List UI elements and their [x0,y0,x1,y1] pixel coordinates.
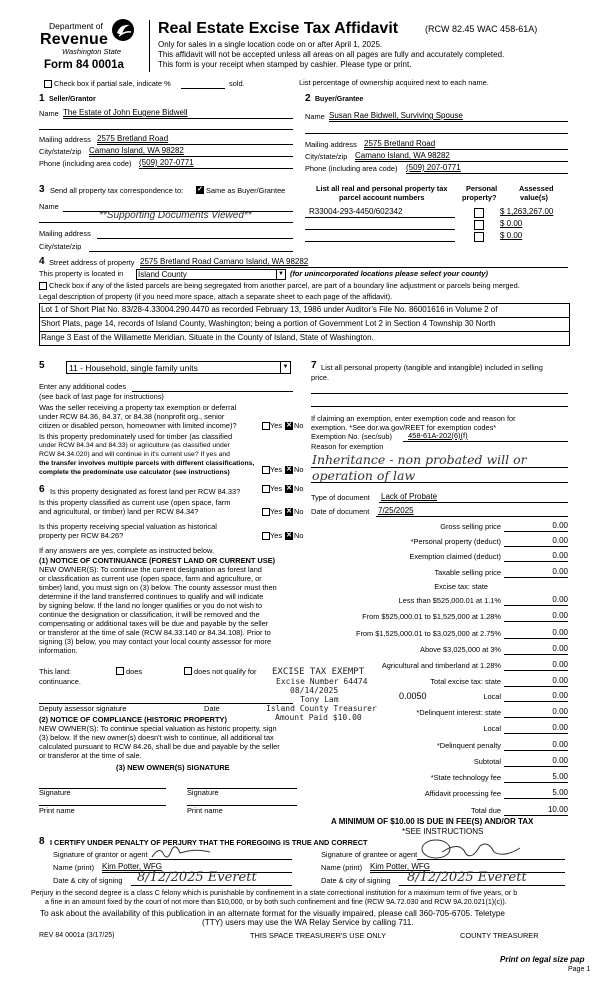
seller-mail-value[interactable]: 2575 Bretland Road [97,134,169,143]
tax-row-label: Exemption claimed (deduct) [409,552,501,561]
notice1-line: compensating or additional taxes will be due and payable by the seller [39,619,269,628]
tax-row-line [504,798,568,799]
tax-row-value[interactable]: 0.00 [552,756,568,765]
seller-city-value[interactable]: Camano Island, WA 98282 [89,146,184,155]
land-does-not-checkbox[interactable] [184,667,192,675]
tax-row-line [504,717,568,718]
same-as-buyer-label: Same as Buyer/Grantee [206,186,286,195]
notice3-heading: (3) NEW OWNER(S) SIGNATURE [116,763,230,772]
notice1-line: timber) land, you must sign on (3) below. The county assessor must then [39,583,277,592]
exemption-no-checkbox[interactable]: ✕ [286,422,292,429]
timber-q-line1: Is this property predominately used for timber (as classified [39,432,233,441]
legal-label: Legal description of property (if you need more space, attach a separate sheet to each page of the affidavit). [39,292,393,301]
accessibility-line2: (TTY) users may use the WA Relay Service by calling 711. [202,918,414,927]
land-use-value: 11 - Household, single family units [69,363,198,373]
tax-row-value[interactable]: 0.00 [552,723,568,732]
claim-text1: If claiming an exemption, enter exemption code and reason for [311,414,516,423]
buyer-phone-label: Phone (including area code) [305,164,398,173]
current-use-no-checkbox[interactable]: ✕ [286,508,292,515]
personal-property-line2[interactable] [311,406,568,407]
chevron-down-icon: ▼ [276,270,285,279]
grantor-signature-label: Signature of grantor or agent [53,850,148,859]
owner-print-label2: Print name [187,806,223,815]
street-line [140,267,568,268]
grantee-date-value[interactable]: 8/12/2025 Everett [407,870,527,885]
grantor-date-value[interactable]: 8/12/2025 Everett [137,870,257,885]
reason-line2 [311,482,568,483]
tax-row-label: *Delinquent penalty [436,741,501,750]
notice2-heading: (2) NOTICE OF COMPLIANCE (HISTORIC PROPERTY) [39,715,227,724]
notice2-line: NEW OWNER(S): To continue special valuation as historic property, sign [39,724,277,733]
seller-name-line2 [39,129,293,130]
exemption-no-label: No [294,421,304,430]
parcel-line [305,229,455,230]
buyer-city-line [355,161,568,162]
historic-yes-label: Yes [270,531,283,540]
exemption-yes-checkbox[interactable] [262,422,270,430]
buyer-name-label: Name [305,112,325,121]
tax-row-value[interactable]: 0.00 [552,676,568,685]
tax-row-label: Gross selling price [440,522,501,531]
county-note: (for unincorporated locations please select your county) [290,269,488,278]
tax-row-line [504,670,568,671]
partial-sold-label: sold. [229,79,245,88]
grantor-name-value[interactable]: Kim Potter, WFG [102,862,163,871]
timber-no-label: No [294,465,304,474]
exemption-q-line1: Was the seller receiving a property tax exemption or deferral [39,403,237,412]
tax-row-label: Affidavit processing fee [424,789,501,798]
notice1-line: continue the designation or classification, it will be removed and the [39,610,260,619]
seller-city-line [89,156,293,157]
notice1-line: by signing below. If the land no longer qualifies or you do not wish to [39,601,263,610]
tax-row-value[interactable]: 0.00 [552,740,568,749]
header-note2: This affidavit will not be accepted unless all areas on all pages are fully and accurately completed. [158,50,505,59]
located-label: This property is located in [39,269,124,278]
rev-number: REV 84 0001a (3/17/25) [39,932,115,939]
buyer-mail-line [364,149,568,150]
land-use-select[interactable] [66,361,291,374]
dept-line1: Department of [49,21,103,31]
tax-row-line [504,733,568,734]
owner-signature-label1: Signature [39,788,71,797]
tax-row-line [504,782,568,783]
seller-phone-line [139,168,293,169]
parcel-line [305,241,455,242]
seller-name-line [63,118,293,119]
doc-type-line [379,502,568,503]
tax-row-line [504,701,568,702]
notice1-line: determine if the land transferred continues to qualify and will indicate [39,592,264,601]
header-divider [149,20,150,72]
grantee-date-line [399,885,565,886]
buyer-mail-value[interactable]: 2575 Bretland Road [364,139,436,148]
section3-city-line [89,251,293,252]
tax-row-value[interactable]: 0.00 [552,707,568,716]
legal-line2: Short Plats, page 14, records of Island County, Washington; being a portion of Government Lot 2 in Section 4 Township 30 North [41,319,496,328]
buyer-name-value[interactable]: Susan Rae Bidwell, Surviving Spouse [329,111,463,120]
owner-print-label1: Print name [39,806,75,815]
tax-row-label: Local [483,692,501,701]
seller-name-value[interactable]: The Estate of John Eugene Bidwell [63,108,188,117]
tax-row-line [504,815,568,816]
tax-row-label: Above $3,025,000 at 3% [420,645,501,654]
exemption-no-label: Exemption No. (sec/sub) [311,432,392,441]
header-note3: This form is your receipt when stamped by cashier. Please type or print. [158,60,412,69]
section3-text: Send all property tax correspondence to: [50,186,184,195]
grantee-signature-label: Signature of grantee or agent [321,850,418,859]
perjury-line1: Perjury in the second degree is a class C felony which is punishable by confinement in a state correctional institution for a maximum term of five years, or b [31,889,518,897]
tax-row-line [504,621,568,622]
tax-row-value[interactable]: 0.00 [552,628,568,637]
tax-row-label: *State technology fee [430,773,501,782]
buyer-mail-label: Mailing address [305,140,357,149]
exemption-no-value[interactable]: 458-61A-202(6)(f) [408,431,468,440]
tax-row-value[interactable]: 0.00 [552,567,568,576]
tax-row-label: Total excise tax: state [430,677,501,686]
form-title: Real Estate Excise Tax Affidavit [158,20,399,37]
tax-row-line [504,577,568,578]
personal-header2: property? [462,193,497,202]
owner-signature-label2: Signature [187,788,219,797]
timber-q-line4: the transfer involves multiple parcels with different classifications, [39,460,255,467]
tax-row-label: Local [483,724,501,733]
buyer-city-label: City/state/zip [305,152,348,161]
accessibility-line1: To ask about the availability of this publication in an alternate format for the visually impaired, please call 360-705-6705. Teletype [40,909,505,918]
this-land-label: This land: [39,667,72,676]
grantor-date-line [131,885,292,886]
section4-number: 4 [39,256,45,267]
see-instructions-note: *SEE INSTRUCTIONS [402,827,484,836]
notice1-line: signing (3) below, you may contact your local county assessor for more [39,637,272,646]
notice2-line: or transferor at the time of sale. [39,751,142,760]
notice2-line: calculated pursuant to RCW 84.26, shall be due and payable by the seller [39,742,280,751]
tax-row-value[interactable]: 0.00 [552,611,568,620]
historic-q2: property per RCW 84.26? [39,531,124,540]
seller-name-label: Name [39,109,59,118]
exemption-q-line3: citizen or disabled person, homeowner with limited income)? [39,421,237,430]
tax-row-line [504,638,568,639]
street-label: Street address of property [49,258,135,267]
deputy-label: Deputy assessor signature [39,704,127,713]
continuance-label: continuance. [39,677,81,686]
partial-pct-line[interactable] [181,88,225,89]
same-as-buyer-checkbox[interactable]: ✓ [197,186,203,193]
timber-q-line2: under RCW 84.34 and 84.33) or agriculture (as classified under [39,442,230,449]
stamp-line: Tony Lam [300,695,339,704]
parcel-header1: List all real and personal property tax [316,184,448,193]
assessed-value[interactable]: $ 0.00 [500,231,523,240]
minimum-due-note: A MINIMUM OF $10.00 IS DUE IN FEE(S) AND/OR TAX [331,817,534,826]
section3-number: 3 [39,184,45,195]
assessed-header2: value(s) [520,193,548,202]
additional-codes-label: Enter any additional codes [39,382,127,391]
legal-rule1 [40,317,569,318]
doc-date-label: Date of document [311,507,370,516]
personal-property-line1[interactable] [311,393,568,394]
buyer-city-value[interactable]: Camano Island, WA 98282 [355,151,450,160]
certify-heading: I CERTIFY UNDER PENALTY OF PERJURY THAT THE FOREGOING IS TRUE AND CORRECT [50,838,368,847]
buyer-phone-line [406,173,568,174]
timber-q-line5: complete the predominate use calculator (see instructions) [39,469,230,476]
current-use-no-label: No [294,507,304,516]
notice2-line: (3) below. If the new owner(s) doesn't wish to continue, all additional tax [39,733,274,742]
tax-row-value[interactable]: 0.00 [552,644,568,653]
header-note1: Only for sales in a single location code on or after April 1, 2025. [158,40,383,49]
buyer-heading: Buyer/Grantee [315,96,364,103]
tax-row-label: Agricultural and timberland at 1.28% [381,661,501,670]
tax-row-line [504,686,568,687]
tax-row-line [504,531,568,532]
buyer-name-line2 [305,133,568,134]
seller-phone-label: Phone (including area code) [39,159,132,168]
reason-label: Reason for exemption [311,442,384,451]
stamp-line: Excise Number 64474 [276,677,368,686]
notice1-line: NEW OWNER(S): To continue the current designation as forest land [39,565,262,574]
grantor-name-label: Name (print) [53,863,95,872]
legal-rule2 [40,331,569,332]
historic-no-checkbox[interactable]: ✕ [286,532,292,539]
notice1-line: information. [39,646,78,655]
tax-row-value[interactable]: 5.00 [552,788,568,797]
section1-number: 1 [39,93,45,104]
parcel-line [305,217,455,218]
forest-no-label: No [294,484,304,493]
reason-handwriting2[interactable]: operation of law [312,468,416,483]
claim-text2: exemption. *See dor.wa.gov/REET for exemption codes* [311,423,497,432]
reason-handwriting1[interactable]: Inheritance - non probated will or [312,452,527,467]
tax-row-value[interactable]: 0.00 [552,551,568,560]
form-number: Form 84 0001a [44,59,124,71]
section7-text1: List all personal property (tangible and intangible) included in selling [321,363,543,372]
notice1-line: or transferor at the time of sale (RCW 84.33.140 or 84.34.108). Prior to [39,628,271,637]
buyer-name-line [329,121,568,122]
revenue-swirl-icon [111,18,135,42]
historic-no-label: No [294,531,304,540]
section7-number: 7 [311,360,317,371]
stamp-line: Island County Treasurer [266,704,377,713]
historic-q1: Is this property receiving special valuation as historical [39,522,217,531]
chevron-down-icon: ▼ [280,362,290,373]
timber-yes-label: Yes [270,465,283,474]
forest-yes-checkbox[interactable] [262,485,270,493]
tax-row-value[interactable]: 0.00 [552,691,568,700]
county-select[interactable] [136,269,286,280]
tax-row-line [504,654,568,655]
tax-row-value[interactable]: 0.00 [552,521,568,530]
tax-row-label: From $525,000.01 to $1,525,000 at 1.28% [362,612,501,621]
assessed-header1: Assessed [519,184,554,193]
forest-no-checkbox[interactable]: ✕ [286,485,292,492]
partial-sale-label: Check box if partial sale, indicate % [54,79,171,88]
deputy-date-label: Date [204,704,220,713]
grantee-signature-scribble-icon [420,838,530,860]
land-does-checkbox[interactable] [116,667,124,675]
tax-row-line [504,605,568,606]
doc-date-line [376,516,568,517]
tax-row-label: Total due [471,806,501,815]
parcel-number[interactable]: R33004-293-4450/602342 [309,207,403,216]
stamp-line: 08/14/2025 [290,686,339,695]
personal-header1: Personal [466,184,498,193]
current-use-yes-checkbox[interactable] [262,508,270,516]
assessed-value[interactable]: $ 1,263,267.00 [500,207,554,216]
parcel-header2: parcel account numbers [339,193,425,202]
tax-row-label: *Delinquent interest: state [416,708,501,717]
tax-row-value[interactable]: 0.00 [552,660,568,669]
timber-no-checkbox[interactable]: ✕ [286,466,292,473]
section3-name-label: Name [39,202,59,211]
doc-type-value[interactable]: Lack of Probate [381,492,438,501]
exemption-no-line [403,441,568,442]
forest-q: Is this property designated as forest land per RCW 84.33? [50,487,241,496]
dept-line3: Washington State [62,47,122,56]
additional-codes-note: (see back of last page for instructions) [39,392,164,401]
tax-row-value[interactable]: 5.00 [552,772,568,781]
assessed-value[interactable]: $ 0.00 [500,219,523,228]
form-statute: (RCW 82.45 WAC 458-61A) [425,24,538,34]
timber-q-line3: RCW 84.34.020) and will continue in it's current use? If yes and [39,451,230,458]
tax-row-line [504,546,568,547]
doc-type-label: Type of document [311,493,370,502]
seller-mail-line [97,144,293,145]
buyer-phone-value[interactable]: (509) 207-0771 [406,163,461,172]
section8-number: 8 [39,836,45,847]
print-legal-note: Print on legal size pap [500,955,585,964]
grantee-name-label: Name (print) [321,863,363,872]
personal-property-checkbox[interactable] [474,232,484,242]
timber-yes-checkbox[interactable] [262,466,270,474]
section7-text2: price. [311,373,330,382]
legal-line1: Lot 1 of Short Plat No. 83/28-4.33004.290.4470 as recorded February 13, 1986 under Auditor’s File No. 86001616 in Volume 2 of [41,305,498,314]
current-use-yes-label: Yes [270,507,283,516]
county-select-value: Island County [138,270,187,279]
tax-row-label: Taxable selling price [434,568,501,577]
stamp-line: Amount Paid $10.00 [275,713,362,722]
treasurer-only: THIS SPACE TREASURER'S USE ONLY [250,931,387,940]
grantee-date-label: Date & city of signing [321,876,391,885]
section5-number: 5 [39,360,45,371]
perjury-line2: a fine in an amount fixed by the court of not more than $10,000, or by both such confinement and fine (RCW 9A.72.030 and RCW 9A.20.021(1)(c)). [45,898,507,906]
legal-description-box[interactable] [39,303,570,346]
partial-sale-checkbox[interactable] [44,80,52,88]
section3-mail-line [97,238,293,239]
legal-line3: Range 3 East of the Willamette Meridian. Situate in the County of Island, State of Washington. [41,333,374,342]
segregated-label: Check box if any of the listed parcels are being segregated from another parcel, are part of a boundary line adjustment or parcels being merged. [49,281,520,290]
current-use-q1: Is this property classified as current use (open space, farm [39,498,231,507]
seller-city-label: City/state/zip [39,147,82,156]
personal-property-checkbox[interactable] [474,208,484,218]
tax-row-label: From $1,525,000.01 to $3,025,000 at 2.75% [355,629,501,638]
tax-row-line [504,766,568,767]
grantee-name-value[interactable]: Kim Potter, WFG [370,862,431,871]
local-rate[interactable]: 0.0050 [399,691,427,701]
exemption-q-line2: under RCW 84.36, 84.37, or 84.38 (nonprofit org., senior [39,412,225,421]
tax-row-label: Less than $525,000.01 at 1.1% [398,596,501,605]
tax-row-line [504,750,568,751]
personal-property-checkbox[interactable] [474,220,484,230]
street-value[interactable]: 2575 Bretland Road Camano Island, WA 98282 [140,257,309,266]
forest-yes-label: Yes [270,484,283,493]
tax-row-label: *Personal property (deduct) [410,537,501,546]
segregated-checkbox[interactable] [39,282,47,290]
seller-mail-label: Mailing address [39,135,91,144]
notice1-heading: (1) NOTICE OF CONTINUANCE (FOREST LAND OR CURRENT USE) [39,556,276,565]
tax-row-value[interactable]: 0.00 [552,536,568,545]
seller-heading: Seller/Grantor [49,96,96,103]
stamp-line: EXCISE TAX EXEMPT [272,667,365,677]
tax-row-line [504,561,568,562]
land-does-label: does [126,667,143,676]
current-use-q2: and agricultural, or timber) land per RCW 84.34? [39,507,199,516]
dept-line2: Revenue [40,31,109,48]
exemption-yes-label: Yes [270,421,283,430]
notice1-line: or classification as current use (open space, farm and agriculture, or [39,574,262,583]
grantor-signature-scribble-icon [150,843,220,861]
tax-row-label: Subtotal [473,757,501,766]
historic-yes-checkbox[interactable] [262,532,270,540]
section3-city-label: City/state/zip [39,242,82,251]
supporting-docs-stamp: **Supporting Documents Viewed** [99,210,252,221]
section2-number: 2 [305,93,311,104]
if-any-yes: If any answers are yes, complete as instructed below. [39,546,214,555]
doc-date-value[interactable]: 7/25/2025 [378,506,414,515]
tax-row-value[interactable]: 10.00 [547,805,568,814]
section3-name-line2 [39,222,293,223]
land-does-not-label: does not qualify for [194,667,257,676]
seller-phone-value[interactable]: (509) 207-0771 [139,158,194,167]
page-number: Page 1 [568,966,591,973]
tax-row-label: Excise tax: state [434,582,488,591]
grantor-date-label: Date & city of signing [53,876,123,885]
county-treasurer: COUNTY TREASURER [460,931,539,940]
section6-number: 6 [39,484,45,495]
section3-mail-label: Mailing address [39,229,91,238]
list-pct-note: List percentage of ownership acquired next to each name. [299,78,489,87]
tax-row-value[interactable]: 0.00 [552,595,568,604]
